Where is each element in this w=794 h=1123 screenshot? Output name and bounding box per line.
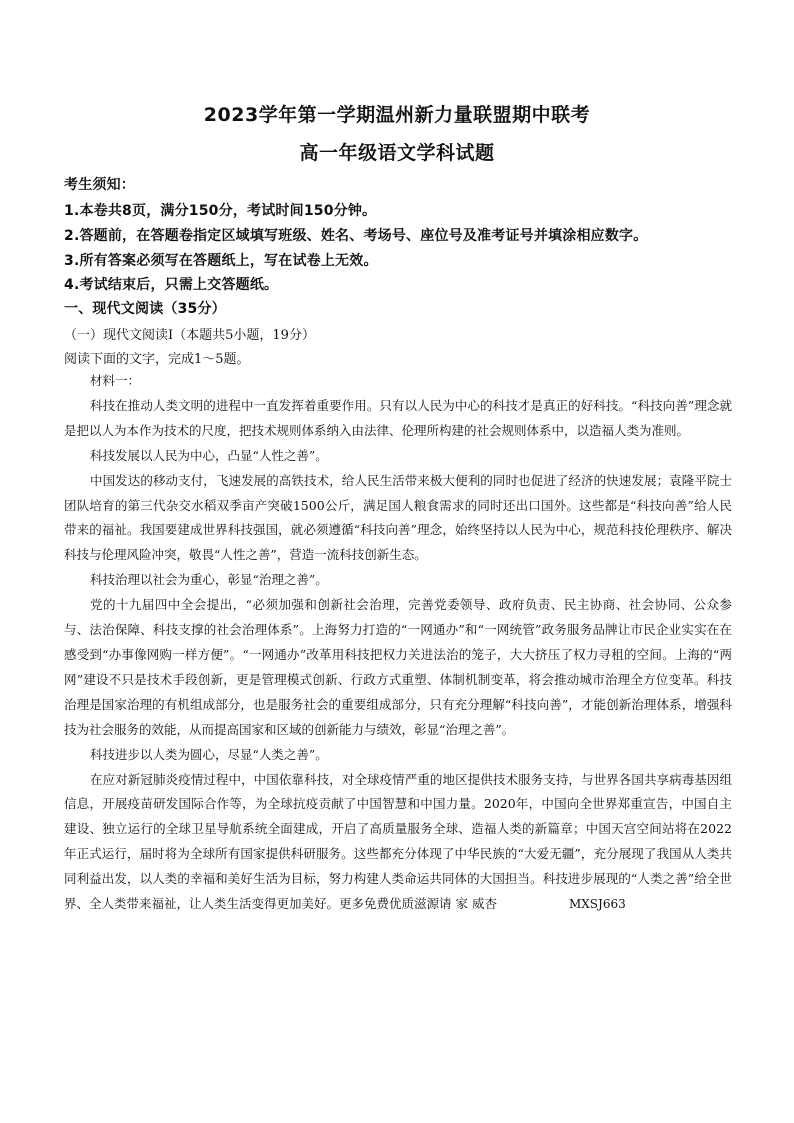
passage-paragraph-3: 中国发达的移动支付，飞速发展的高铁技术，给人民生活带来极大便利的同时也促进了经济的快速发展；袁隆平院士团队培育的第三代杂交水稻双季亩产突破1500公斤，满足国人粮食需求的同时还出口国外。这些都是“科技向善”给人民带来的福祉。我国要建成世界科技强国，就必须遵循“科技向善”理念，始终坚持以人民为中心，规范科技伦理秩序、解决科技与伦理风险冲突，敬畏“人性之善”，营造一流科技创新生态。 (64, 472, 732, 563)
section-instruction: 阅读下面的文字，完成1～5题。 (64, 352, 250, 367)
watermark-code: MXSJ663 (568, 897, 626, 912)
notice-heading: 考生须知： (64, 177, 135, 193)
passage-paragraph-5: 党的十九届四中全会提出，“必须加强和创新社会治理，完善党委领导、政府负责、民主协商、社会协同、公众参与、法治保障、科技支撑的社会治理体系”。上海努力打造的“一网通办”和“一网统管”政务服务品牌让市民企业实实在在感受到“办事像网购一样方便”。“一网通办”改革用科技把权力关进法治的笼子，大大挤压了权力寻租的空间。上海的“两网”建设不只是技术手段创新，更是管理模式创新、行政方式重塑、体制机制变革，将会推动城市治理全方位变革。科技治理是国家治理的有机组成部分，也是服务社会的重要组成部分，只有充分理解“科技向善”，才能创新治理体系，增强科技为社会服务的效能，从而提高国家和区域的创新能力与绩效，彰显“治理之善”。 (64, 597, 732, 737)
passage-paragraph-7 (64, 768, 732, 917)
passage-paragraph-2: 科技发展以人民为中心，凸显“人性之善”。 (90, 447, 328, 463)
reading-passage (64, 369, 732, 917)
passage-paragraph-4: 科技治理以社会为重心，彰显“治理之善”。 (90, 572, 328, 588)
notice-item-3: 3.所有答案必须写在答题纸上，写在试卷上无效。 (64, 253, 378, 269)
passage-paragraph-1: 科技在推动人类文明的进程中一直发挥着重要作用。只有以人民为中心的科技才是真正的好科技。“科技向善”理念就是把以人为本作为技术的尺度，把技术规则体系纳入由法律、伦理所构建的社会规则体系中，以造福人类为准则。 (64, 397, 732, 438)
notice-item-4: 4.考试结束后，只需上交答题纸。 (64, 277, 279, 293)
exam-subtitle: 高一年级语文学科试题 (299, 142, 495, 164)
notice-item-1: 1.本卷共8页，满分150分，考试时间150分钟。 (64, 203, 377, 219)
passage-paragraph-7-text: 在应对新冠肺炎疫情过程中，中国依靠科技，对全球疫情严重的地区提供技术服务支持，与世界各国共享病毒基因组信息，开展疫苗研发国际合作等，为全球抗疫贡献了中国智慧和中国力量。2020年，中国向全世界郑重宣告，中国自主建设、独立运行的全球卫星导航系统全面建成，开启了高质量服务全球、造福人类的新篇章；中国天宫空间站将在2022年正式运行，届时将为全球所有国家提供科研服务。这些都充分体现了中华民族的“大爱无疆”，充分展现了我国从人类共同利益出发，以人类的幸福和美好生活为目标，努力构建人类命运共同体的大国担当。科技进步展现的“人类之善”给全世界、全人类带来福祉，让人类生活变得更加美好。 (64, 771, 732, 912)
section-subheading: （一）现代文阅读Ⅰ（本题共5小题，19分） (64, 328, 315, 343)
watermark-text: 更多免费优质滋源请 家 威杏 (339, 896, 497, 912)
section-heading: 一、现代文阅读（35分） (64, 301, 226, 317)
exam-title: 2023学年第一学期温州新力量联盟期中联考 (203, 104, 591, 126)
passage-paragraph-6: 科技进步以人类为圆心，尽显“人类之善”。 (90, 746, 328, 762)
notice-item-2: 2.答题前，在答题卷指定区域填写班级、姓名、考场号、座位号及准考证号并填涂相应数字。 (64, 228, 648, 244)
material-label: 材料一： (90, 373, 141, 388)
